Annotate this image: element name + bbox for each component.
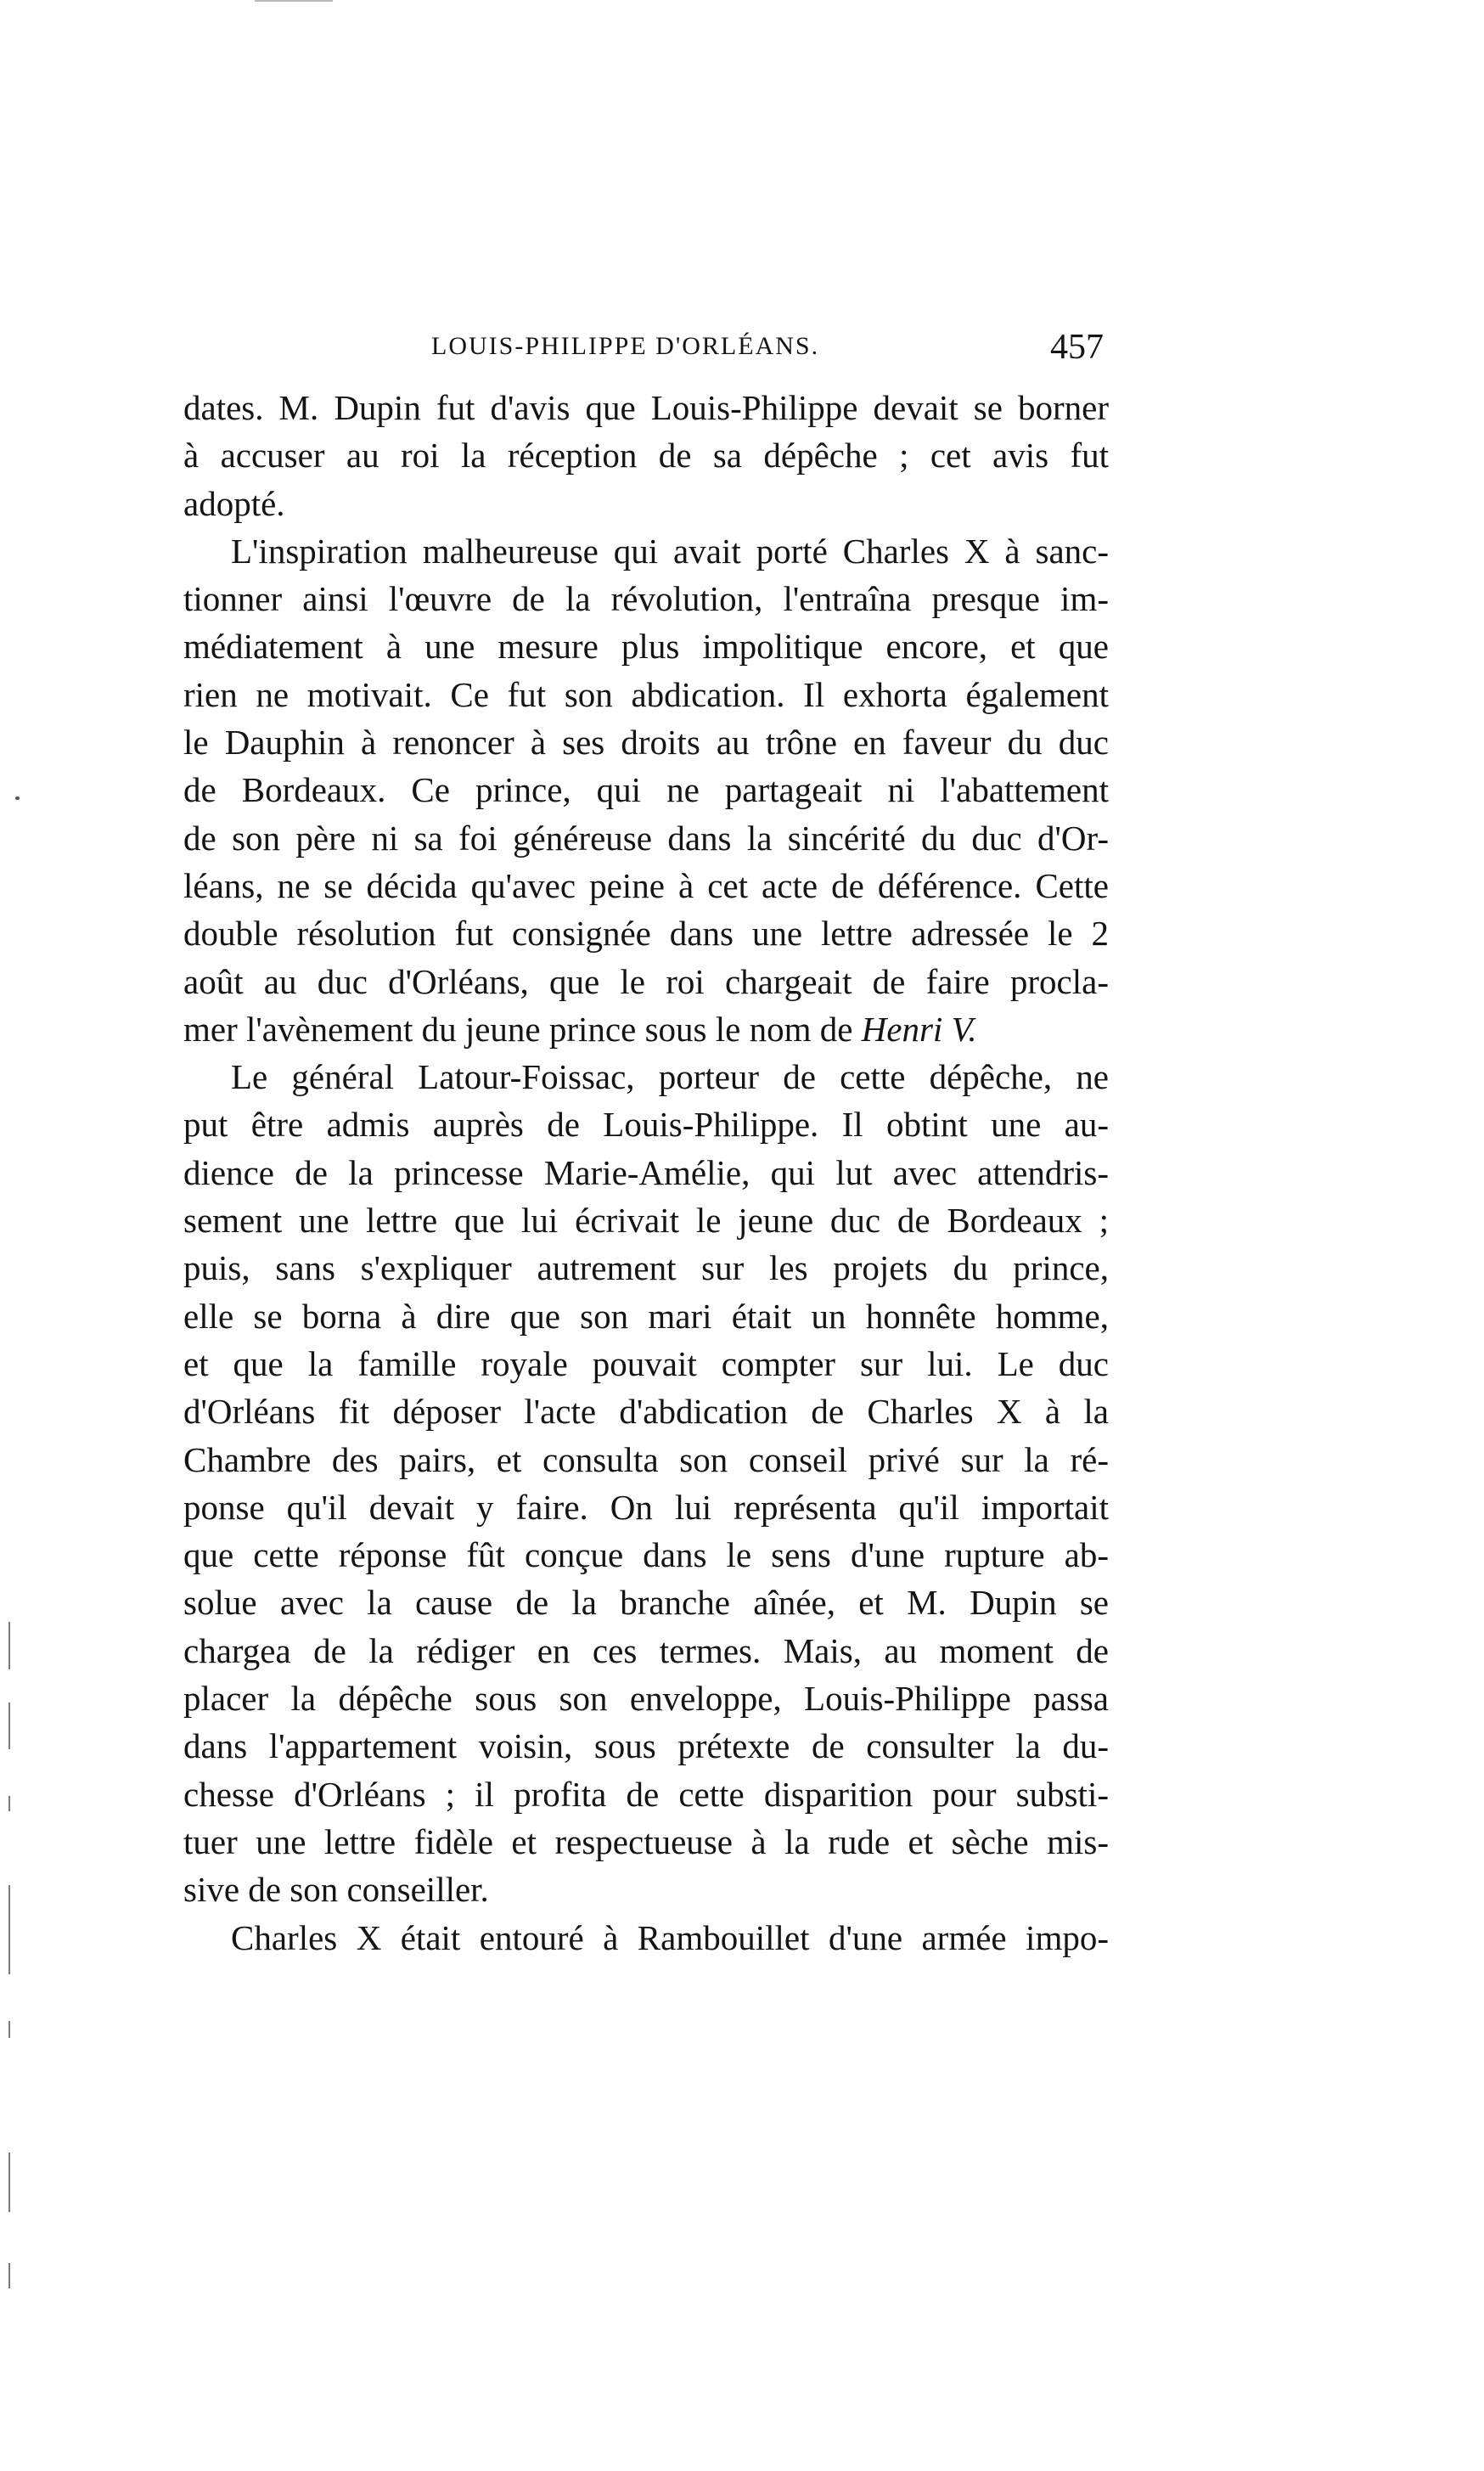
margin-scan-line (8, 2021, 10, 2038)
text-line: elle se borna à dire que son mari était un honnête homme, (183, 1296, 1109, 1336)
text-line: adopté. (183, 483, 285, 523)
paragraph-start-line: L'inspiration malheureuse qui avait porté Charles X à sanc- (231, 531, 1109, 571)
text-line: tionner ainsi l'œuvre de la révolution, l'entraîna presque im- (183, 579, 1109, 619)
margin-scan-line (8, 2153, 10, 2212)
text-line: léans, ne se décida qu'avec peine à cet acte de déférence. Cette (183, 865, 1109, 905)
text-line: chesse d'Orléans ; il profita de cette disparition pour substi- (183, 1774, 1109, 1814)
text-line: à accuser au roi la réception de sa dépêche ; cet avis fut (183, 436, 1109, 476)
margin-scan-line (8, 1796, 10, 1811)
italic-name: Henri V. (861, 1009, 977, 1049)
paragraph-start-line: Charles X était entouré à Rambouillet d'une armée impo- (231, 1917, 1109, 1957)
margin-scan-line (8, 1703, 10, 1749)
margin-speck (15, 796, 20, 800)
text-line: d'Orléans fit déposer l'acte d'abdication de Charles X à la (183, 1392, 1109, 1432)
text-line: médiatement à une mesure plus impolitique encore, et que (183, 627, 1109, 667)
page-number: 457 (1050, 328, 1104, 367)
text-line: tuer une lettre fidèle et respectueuse à la rude et sèche mis- (183, 1821, 1109, 1861)
text-line: sive de son conseiller. (183, 1870, 489, 1910)
text-line: de Bordeaux. Ce prince, qui ne partageait ni l'abattement (183, 770, 1109, 810)
paragraph-start-line: Le général Latour-Foissac, porteur de cette dépêche, ne (231, 1057, 1109, 1097)
text-line: ponse qu'il devait y faire. On lui représenta qu'il importait (183, 1487, 1109, 1527)
text-line: que cette réponse fût conçue dans le sens d'une rupture ab- (183, 1535, 1109, 1575)
text-line: sement une lettre que lui écrivait le jeune duc de Bordeaux ; (183, 1201, 1109, 1241)
body-text (183, 384, 1109, 1962)
text-line: et que la famille royale pouvait compter sur lui. Le duc (183, 1343, 1109, 1383)
text-line: le Dauphin à renoncer à ses droits au trône en faveur du duc (183, 723, 1109, 763)
text-line: put être admis auprès de Louis-Philippe. Il obtint une au- (183, 1105, 1109, 1145)
text-line: dates. M. Dupin fut d'avis que Louis-Philippe devait se borner (183, 388, 1109, 427)
text-line: dans l'appartement voisin, sous prétexte de consulter la du- (183, 1726, 1109, 1766)
scan-top-mark (255, 0, 333, 2)
text-line: Chambre des pairs, et consulta son conseil privé sur la ré- (183, 1439, 1109, 1479)
margin-scan-line (8, 1885, 10, 1974)
margin-scan-line (8, 2263, 10, 2288)
text-line: double résolution fut consignée dans une lettre adressée le 2 (183, 914, 1109, 954)
text-line: août au duc d'Orléans, que le roi chargeait de faire procla- (183, 961, 1109, 1001)
margin-scan-line (8, 1622, 10, 1669)
text-line: dience de la princesse Marie-Amélie, qui lut avec attendris- (183, 1152, 1109, 1192)
text-line: placer la dépêche sous son enveloppe, Louis-Philippe passa (183, 1679, 1109, 1719)
text-line-with-italic (183, 1005, 1109, 1053)
text-line: puis, sans s'expliquer autrement sur les projets du prince, (183, 1248, 1109, 1288)
running-head (178, 327, 1104, 369)
text-run: mer l'avènement du jeune prince sous le nom de (183, 1009, 862, 1049)
text-line: rien ne motivait. Ce fut son abdication. Il exhorta également (183, 674, 1109, 714)
running-title: LOUIS-PHILIPPE D'ORLÉANS. (431, 332, 820, 360)
text-line: solue avec la cause de la branche aînée, et M. Dupin se (183, 1583, 1109, 1623)
text-line: de son père ni sa foi généreuse dans la sincérité du duc d'Or- (183, 818, 1109, 858)
text-line: chargea de la rédiger en ces termes. Mais, au moment de (183, 1630, 1109, 1670)
